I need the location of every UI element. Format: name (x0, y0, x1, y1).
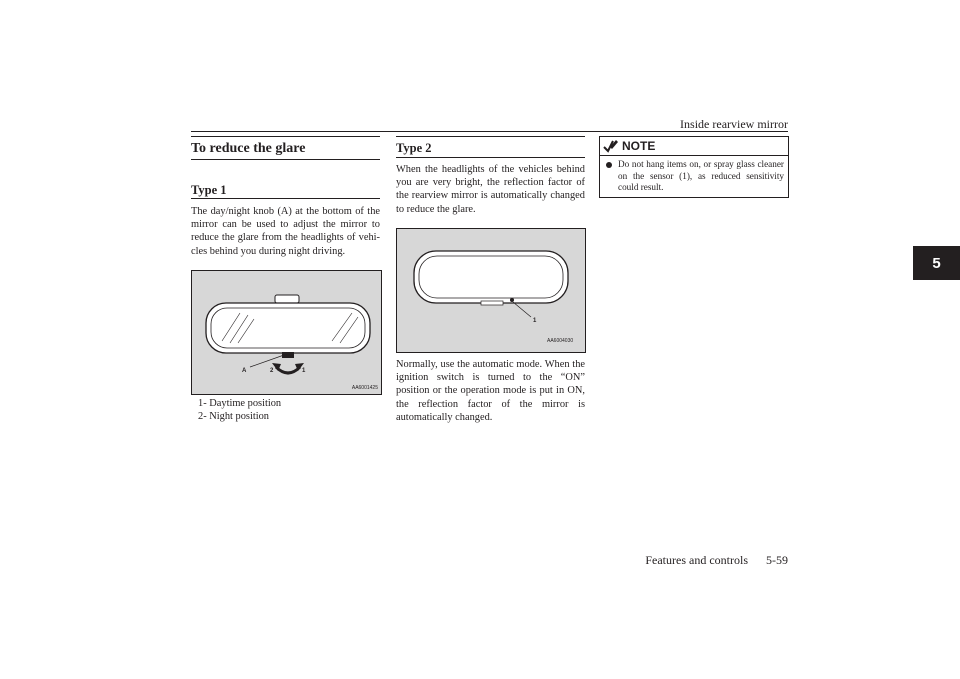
chapter-tab: 5 (913, 246, 960, 280)
figure-type2-mirror (396, 228, 586, 353)
header-rule (191, 131, 788, 132)
note-pencil-check-icon (603, 139, 619, 153)
legend-item-1: 1- Daytime position (198, 398, 282, 409)
type2-top-rule (396, 136, 585, 137)
legend-item-2: 2- Night position (198, 411, 270, 423)
figure-label-2: 2 (270, 368, 274, 374)
note-text: Do not hang items on, or spray glass cleaner on the sensor (1), as reduced sensitivity could result. (618, 159, 784, 193)
figure-code: AA6004030 (547, 338, 574, 344)
page-footer (540, 553, 788, 568)
figure-legend (198, 397, 380, 423)
auto-dimming-mirror-illustration (397, 229, 585, 352)
note-box (599, 136, 789, 198)
section-top-rule (191, 136, 380, 137)
footer-section: Features and controls (645, 553, 748, 567)
note-header (600, 137, 788, 156)
bullet-icon (606, 162, 612, 168)
type1-rule (191, 198, 380, 199)
page-header-title: Inside rearview mirror (680, 117, 788, 131)
type2-rule (396, 157, 585, 158)
type2-paragraph-2: Normally, use the automatic mode. When the ignition switch is turned to the “ON” position or the operation mode is put in ON, the reflection factor of the mirror is automatically changed. (396, 359, 585, 423)
figure-code: AA6001425 (351, 385, 378, 391)
figure-label-1: 1 (302, 368, 306, 374)
figure-label-1: 1 (533, 318, 537, 324)
figure-type1-mirror (191, 270, 382, 395)
type2-paragraph-1: When the headlights of the vehicles behind you are very bright, the reflection factor of the rearview mirror is automatically changed to reduce the glare. (396, 164, 585, 215)
mirror-knob-illustration (192, 271, 381, 394)
type2-heading: Type 2 (396, 141, 432, 155)
type1-heading: Type 1 (191, 183, 227, 197)
section-heading: To reduce the glare (191, 141, 306, 156)
type1-paragraph: The day/night knob (A) at the bottom of the mirror can be used to adjust the mirror to reduce the glare from the headlights of vehi- cles behind you during night driving. (191, 206, 380, 257)
section-heading-rule (191, 159, 380, 160)
note-title: NOTE (622, 139, 656, 153)
note-body (600, 156, 788, 199)
footer-page-number: 5-59 (766, 553, 788, 567)
figure-label-a: A (242, 368, 247, 374)
